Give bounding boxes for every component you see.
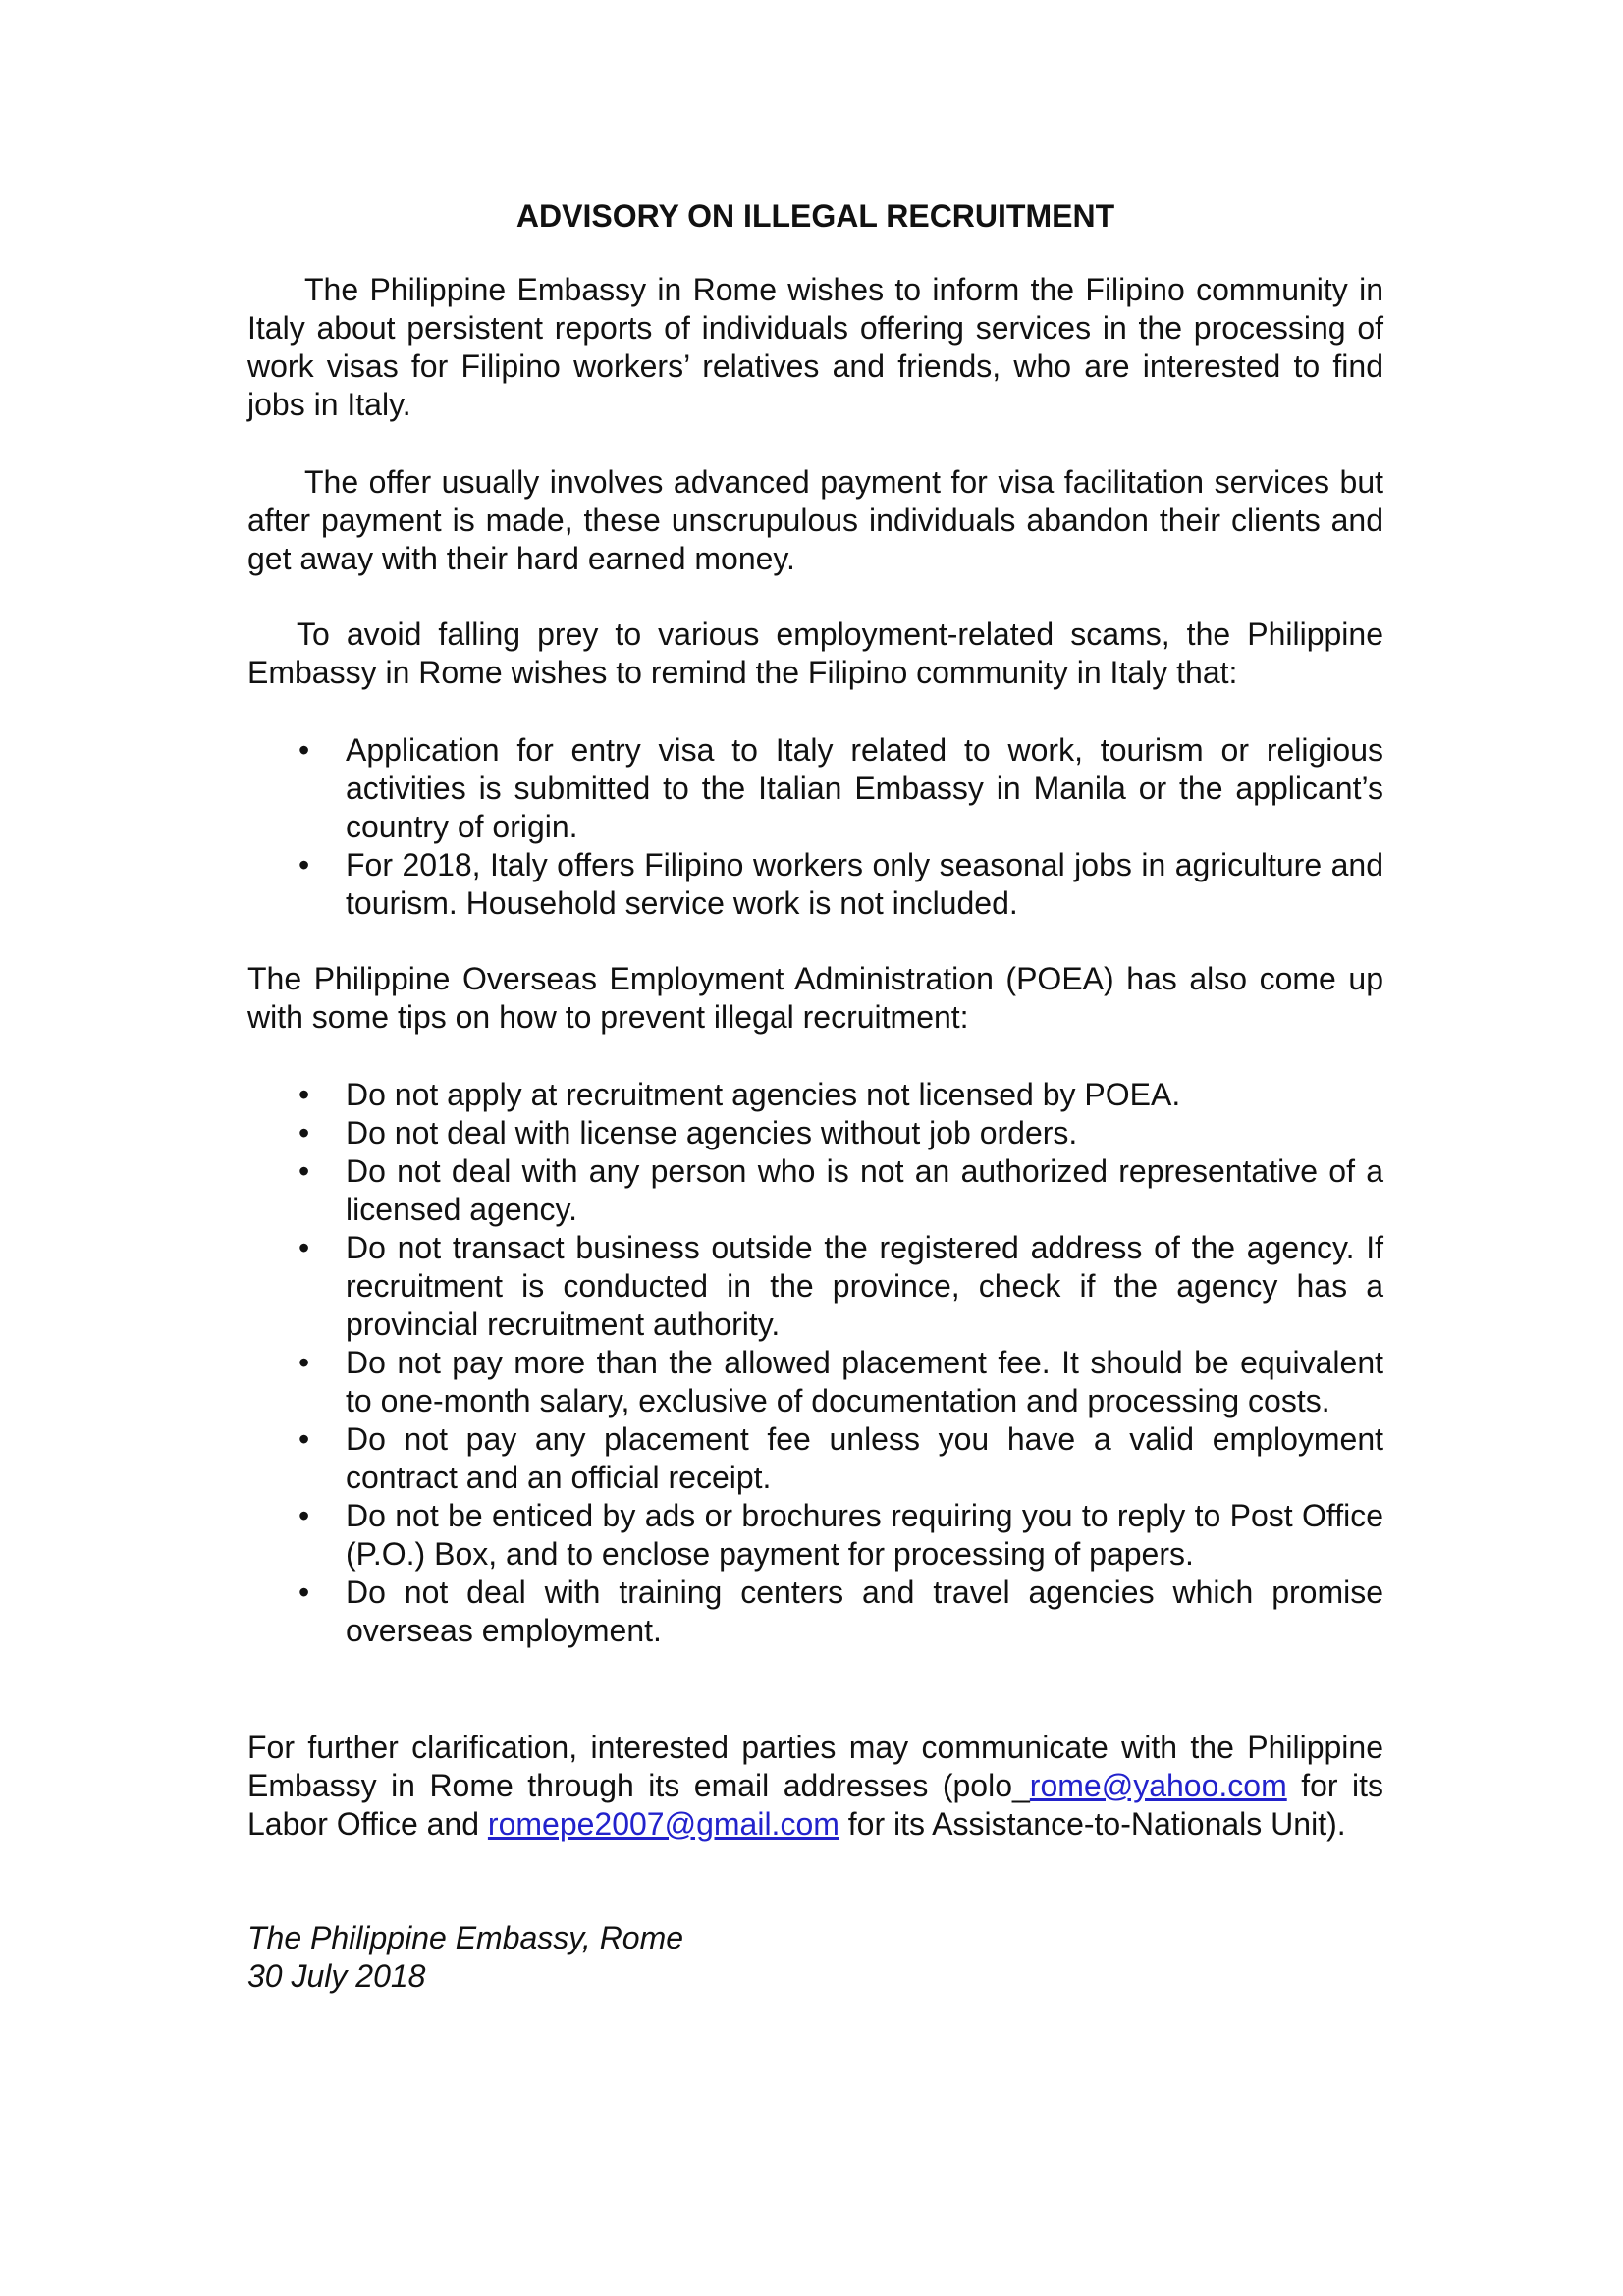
reminder-intro-paragraph: To avoid falling prey to various employment-related scams, the Philippine Embassy in Rome wishes to remind the Filipino community in Italy that: (247, 616, 1383, 690)
list-item (247, 1497, 1383, 1574)
closing-text-before: For further clarification, interested parties may communicate with the Philippine Embassy in Rome through its email addresses (polo_ (247, 1730, 1383, 1803)
bullet-icon: • (298, 1345, 310, 1380)
list-item (247, 1229, 1383, 1344)
list-item-text: For 2018, Italy offers Filipino workers only seasonal jobs in agriculture and tourism. Household service work is not included. (346, 847, 1383, 921)
atn-email-link[interactable]: romepe2007@gmail.com (487, 1806, 839, 1842)
signature-date: 30 July 2018 (247, 1958, 426, 1994)
signature-org: The Philippine Embassy, Rome (247, 1920, 684, 1955)
list-item-text: Do not deal with training centers and travel agencies which promise overseas employment. (346, 1575, 1383, 1648)
list-item-text: Do not pay more than the allowed placement fee. It should be equivalent to one-month salary, exclusive of documentation and processing costs. (346, 1345, 1383, 1418)
list-item (247, 1076, 1383, 1114)
list-item-text: Do not deal with license agencies without job orders. (346, 1115, 1078, 1150)
list-item (247, 1420, 1383, 1497)
poea-intro-paragraph: The Philippine Overseas Employment Administration (POEA) has also come up with some tips on how to prevent illegal recruitment: (247, 961, 1383, 1035)
bullet-icon: • (298, 1153, 310, 1189)
list-item (247, 846, 1383, 923)
list-item (247, 731, 1383, 846)
intro-paragraph: The Philippine Embassy in Rome wishes to inform the Filipino community in Italy about persistent reports of individuals offering services in the processing of work visas for Filipino workers’ relatives and friends, who are interested to find jobs in Italy. (247, 272, 1383, 422)
tips-list (247, 1076, 1383, 1650)
list-item-text: Do not pay any placement fee unless you have a valid employment contract and an official receipt. (346, 1421, 1383, 1495)
list-item-text: Application for entry visa to Italy related to work, tourism or religious activities is submitted to the Italian Embassy in Manila or the applicant’s country of origin. (346, 732, 1383, 844)
list-item-text: Do not transact business outside the registered address of the agency. If recruitment is conducted in the province, check if the agency has a provincial recruitment authority. (346, 1230, 1383, 1342)
closing-paragraph (247, 1729, 1383, 1843)
bullet-icon: • (298, 1575, 310, 1610)
list-item (247, 1344, 1383, 1420)
offer-paragraph: The offer usually involves advanced payment for visa facilitation services but after payment is made, these unscrupulous individuals abandon their clients and get away with their hard earned money. (247, 464, 1383, 576)
bullet-icon: • (298, 847, 310, 882)
list-item (247, 1574, 1383, 1650)
reminders-list (247, 731, 1383, 923)
bullet-icon: • (298, 1498, 310, 1533)
list-item-text: Do not be enticed by ads or brochures requiring you to reply to Post Office (P.O.) Box, and to enclose payment for processing of papers. (346, 1498, 1383, 1572)
list-item (247, 1152, 1383, 1229)
list-item-text: Do not apply at recruitment agencies not licensed by POEA. (346, 1077, 1181, 1112)
closing-text-middle: for its Labor Office and (247, 1768, 1384, 1842)
bullet-icon: • (298, 1115, 310, 1150)
bullet-icon: • (298, 732, 310, 768)
bullet-icon: • (298, 1077, 310, 1112)
labor-office-email-link[interactable]: rome@yahoo.com (1029, 1768, 1287, 1803)
bullet-icon: • (298, 1230, 310, 1265)
page-title: ADVISORY ON ILLEGAL RECRUITMENT (515, 198, 1115, 234)
bullet-icon: • (298, 1421, 310, 1457)
list-item (247, 1114, 1383, 1152)
list-item-text: Do not deal with any person who is not an authorized representative of a licensed agency. (346, 1153, 1383, 1227)
closing-text-after: for its Assistance-to-Nationals Unit). (839, 1806, 1346, 1842)
